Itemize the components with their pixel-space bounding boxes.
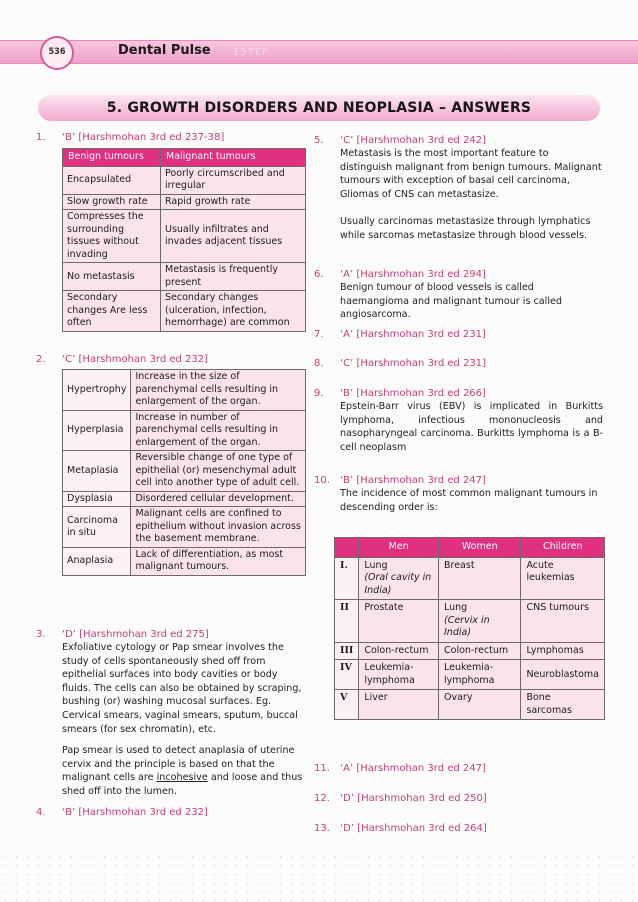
table-cell: Dysplasia <box>63 491 131 507</box>
question-3 <box>36 628 306 799</box>
explanation-paragraph: Pap smear is used to detect anaplasia of uterine cervix and the principle is based on that the malignant cells are incohesive and loose and thus shed off into the lumen. <box>62 745 303 798</box>
table-cell: Slow growth rate <box>63 194 161 210</box>
table-cell: Metaplasia <box>63 451 131 492</box>
explanation-paragraph: Usually carcinomas metastasize through lymphatics while sarcomas metastasize through blood vessels. <box>340 216 591 242</box>
table-cell: Leukemia-lymphoma <box>359 660 439 690</box>
question-7 <box>314 328 603 341</box>
table-header: Benign tumours <box>63 149 161 167</box>
tumour-incidence-table <box>334 537 605 720</box>
table-row <box>63 370 306 411</box>
answer-reference: ‘B’ [Harshmohan 3rd ed 232] <box>62 807 208 818</box>
table-cell: Rapid growth rate <box>161 194 306 210</box>
table-header: Men <box>359 538 439 558</box>
explanation-paragraph: Metastasis is the most important feature to distinguish malignant from benign tumours. Malignant tumours with exception of basal cell carcinoma, Gliomas of CNS can metastasize. <box>340 148 602 200</box>
question-number: 9. <box>314 388 324 399</box>
table-cell: Ovary <box>439 690 521 720</box>
question-number: 3. <box>36 629 46 640</box>
table-cell: Lack of differentiation, as most malignant tumours. <box>131 547 306 575</box>
table-cell: Neuroblastoma <box>521 660 605 690</box>
header-band <box>0 40 638 64</box>
table-cell: Malignant cells are confined to epithelium without invasion across the basement membrane. <box>131 507 306 548</box>
table-cell: Increase in the size of parenchymal cells resulting in enlargement of the organ. <box>131 370 306 411</box>
table-cell: Lymphomas <box>521 642 605 660</box>
question-number: 5. <box>314 135 324 146</box>
table-cell: Compresses the surrounding tissues without invading <box>63 210 161 263</box>
answer-reference: ‘A’ [Harshmohan 3rd ed 247] <box>340 763 486 774</box>
table-row <box>335 557 605 600</box>
question-number: 6. <box>314 269 324 280</box>
explanation-paragraph: The incidence of most common malignant tumours in descending order is: <box>340 488 598 513</box>
question-10 <box>314 474 603 514</box>
table-cell: Encapsulated <box>63 166 161 194</box>
answer-reference: ‘A’ [Harshmohan 3rd ed 231] <box>340 329 486 340</box>
table-cell: Disordered cellular development. <box>131 491 306 507</box>
table-cell: Anaplasia <box>63 547 131 575</box>
question-13 <box>314 822 603 835</box>
table-cell: Usually infiltrates and invades adjacent tissues <box>161 210 306 263</box>
question-number: 2. <box>36 354 46 365</box>
table-cell: II <box>335 600 359 643</box>
table-cell: Breast <box>439 557 521 600</box>
explanation-paragraph: Exfoliative cytology or Pap smear involves the study of cells spontaneously shed off from epithelial surfaces into body cavities or body fluids. The cells can also be obtained by scraping, bushing (or) washing mucosal surfaces. Eg. Cervical smears, vaginal smears, sputum, buccal smears (for sex chromatin), etc. <box>62 642 302 735</box>
table-row <box>63 194 306 210</box>
table-header: Children <box>521 538 605 558</box>
table-cell: Lung (Oral cavity in India) <box>359 557 439 600</box>
growth-disorders-table <box>62 369 306 576</box>
table-cell: Secondary changes (ulceration, infection, hemorrhage) are common <box>161 291 306 332</box>
answer-reference: ‘C’ [Harshmohan 3rd ed 231] <box>340 358 487 369</box>
table-cell: Colon-rectum <box>359 642 439 660</box>
answer-reference: ‘D’ [Harshmohan 3rd ed 250] <box>340 793 487 804</box>
question-number: 12. <box>314 793 330 804</box>
table-cell: CNS tumours <box>521 600 605 643</box>
question-number: 11. <box>314 763 330 774</box>
table-header: Women <box>439 538 521 558</box>
brand-watermark: 15TEP <box>233 47 270 58</box>
question-number: 13. <box>314 823 330 834</box>
table-row <box>335 642 605 660</box>
table-row <box>63 166 306 194</box>
question-9 <box>314 387 603 454</box>
table-row <box>63 507 306 548</box>
table-row <box>63 291 306 332</box>
answer-reference: ‘D’ [Harshmohan 3rd ed 275] <box>62 629 209 640</box>
benign-malignant-table <box>62 148 306 332</box>
explanation-paragraph: Epstein-Barr virus (EBV) is implicated in Burkitts lymphoma, infectious mononucleosis and nasopharyngeal carcinoma. Burkitts lymphoma is a B-cell neoplasm <box>340 401 603 453</box>
table-header: Malignant tumours <box>161 149 306 167</box>
answer-reference: ‘D’ [Harshmohan 3rd ed 264] <box>340 823 487 834</box>
question-4 <box>36 806 306 819</box>
question-12 <box>314 792 603 805</box>
question-1 <box>36 131 306 332</box>
table-row <box>63 410 306 451</box>
question-2 <box>36 353 306 576</box>
table-row <box>335 690 605 720</box>
table-row <box>335 660 605 690</box>
table-cell: Lung (Cervix in India) <box>439 600 521 643</box>
table-row <box>63 210 306 263</box>
table-cell: III <box>335 642 359 660</box>
table-cell: Liver <box>359 690 439 720</box>
brand-title: Dental Pulse <box>118 43 211 58</box>
table-cell: Colon-rectum <box>439 642 521 660</box>
table-cell: No metastasis <box>63 263 161 291</box>
question-number: 4. <box>36 807 46 818</box>
scan-noise <box>0 852 638 902</box>
question-number: 7. <box>314 329 324 340</box>
answer-reference: ‘B’ [Harshmohan 3rd ed 266] <box>340 388 486 399</box>
explanation-paragraph: Benign tumour of blood vessels is called haemangioma and malignant tumour is called angiosarcoma. <box>340 282 562 321</box>
question-5 <box>314 134 603 243</box>
table-cell: V <box>335 690 359 720</box>
answer-reference: ‘B’ [Harshmohan 3rd ed 237-38] <box>62 132 225 143</box>
question-number: 10. <box>314 475 330 486</box>
answer-reference: ‘C’ [Harshmohan 3rd ed 232] <box>62 354 209 365</box>
question-11 <box>314 762 603 775</box>
table-cell: Secondary changes Are less often <box>63 291 161 332</box>
table-cell: Leukemia-lymphoma <box>439 660 521 690</box>
table-cell: Carcinoma in situ <box>63 507 131 548</box>
table-cell: I. <box>335 557 359 600</box>
table-row <box>335 600 605 643</box>
table-cell: Prostate <box>359 600 439 643</box>
answer-reference: ‘A’ [Harshmohan 3rd ed 294] <box>340 269 486 280</box>
table-cell: Metastasis is frequently present <box>161 263 306 291</box>
table-header <box>335 538 359 558</box>
table-cell: Hyperplasia <box>63 410 131 451</box>
table-cell: IV <box>335 660 359 690</box>
table-cell: Bone sarcomas <box>521 690 605 720</box>
question-6 <box>314 268 603 322</box>
table-row <box>63 263 306 291</box>
table-cell: Hypertrophy <box>63 370 131 411</box>
answer-reference: ‘B’ [Harshmohan 3rd ed 247] <box>340 475 486 486</box>
table-cell: Poorly circumscribed and irregular <box>161 166 306 194</box>
question-number: 1. <box>36 132 46 143</box>
page-title: 5. GROWTH DISORDERS AND NEOPLASIA – ANSWERS <box>106 100 532 116</box>
table-cell: Acute leukemias <box>521 557 605 600</box>
question-number: 8. <box>314 358 324 369</box>
question-8 <box>314 357 603 370</box>
answer-reference: ‘C’ [Harshmohan 3rd ed 242] <box>340 135 487 146</box>
table-row <box>63 491 306 507</box>
table-row <box>63 547 306 575</box>
page-number-badge: 536 <box>40 36 74 70</box>
table-cell: Reversible change of one type of epithelial (or) mesenchymal adult cell into another type of adult cell. <box>131 451 306 492</box>
table-row <box>63 451 306 492</box>
table-cell: Increase in number of parenchymal cells resulting in enlargement of the organ. <box>131 410 306 451</box>
